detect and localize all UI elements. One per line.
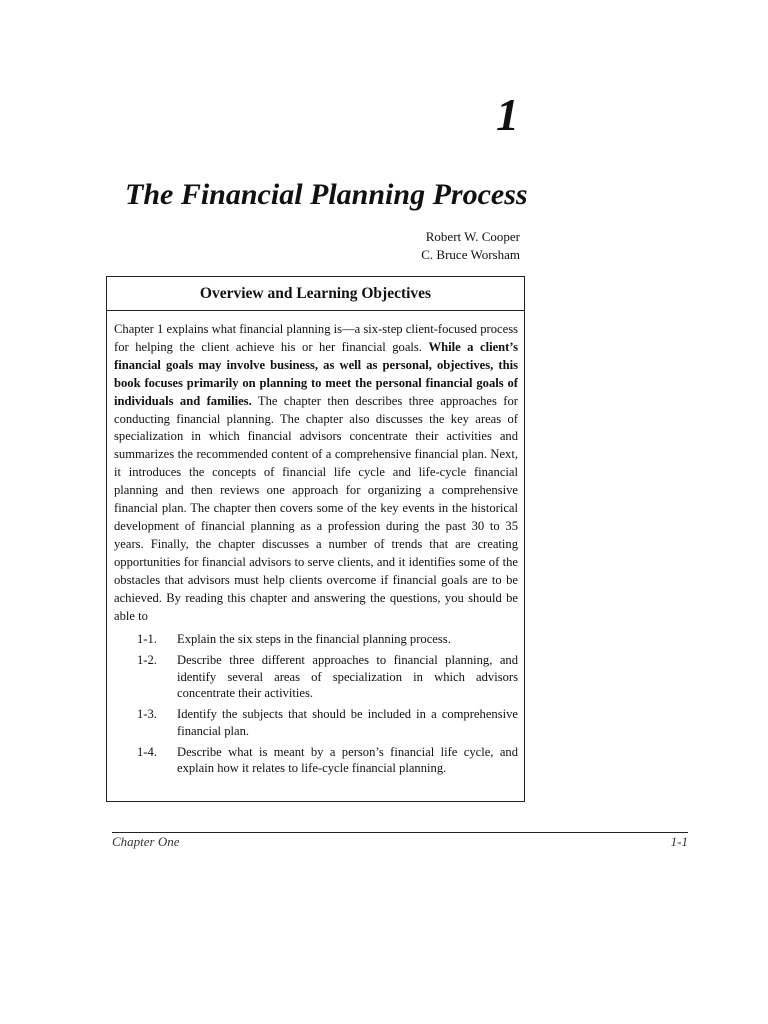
page-number: 1-1 xyxy=(670,834,688,849)
objective-number: 1-2. xyxy=(137,653,157,668)
overview-body xyxy=(107,311,524,777)
list-item xyxy=(137,652,518,702)
objective-text: Describe what is meant by a person’s financial life cycle, and explain how it relates to life-cycle financial planning. xyxy=(177,744,518,776)
author-name: C. Bruce Worsham xyxy=(421,247,520,262)
objective-text: Identify the subjects that should be included in a comprehensive financial plan. xyxy=(177,707,518,738)
overview-box xyxy=(106,276,525,802)
objective-number: 1-1. xyxy=(137,632,157,647)
intro-text-continued: The chapter then describes three approaches for conducting financial planning. The chapter also discusses the key areas of specialization in which financial advisors concentrate their activities and summarizes the recommended content of a comprehensive financial plan. Next, it introduces the concepts of financial life cycle and life-cycle financial planning and then reviews one approach for organizing a comprehensive financial plan. The chapter then covers some of the key events in the historical development of financial planning as a profession during the past 30 to 35 years. Finally, the chapter discusses a number of trends that are creating opportunities for financial advisors to serve clients, and it identifies some of the obstacles that advisors must help clients overcome if financial goals are to be achieved. By reading this chapter and answering the questions, you should be able to xyxy=(114,393,518,623)
list-item xyxy=(137,706,518,739)
overview-intro xyxy=(114,321,518,625)
author-list xyxy=(421,228,520,264)
list-item xyxy=(137,744,518,777)
footer-chapter-label: Chapter One xyxy=(112,834,180,849)
chapter-title: The Financial Planning Process xyxy=(125,178,528,211)
objective-text: Describe three different approaches to financial planning, and identify several areas of specialization in which advisors concentrate their activities. xyxy=(177,653,518,701)
chapter-number: 1 xyxy=(496,89,519,140)
objective-number: 1-3. xyxy=(137,707,157,722)
author-name: Robert W. Cooper xyxy=(425,229,520,244)
footer-divider xyxy=(112,832,688,833)
objective-text: Explain the six steps in the financial planning process. xyxy=(177,632,451,647)
intro-text: Chapter 1 explains what financial planning is—a six-step client-focused process for helping the client achieve his or her financial goals. xyxy=(114,322,518,354)
objective-number: 1-4. xyxy=(137,744,157,759)
list-item xyxy=(137,631,518,648)
overview-heading: Overview and Learning Objectives xyxy=(107,277,524,311)
learning-objectives-list xyxy=(114,631,518,777)
intro-bold-text: While a client’s financial goals may involve business, as well as personal, objectives, this book focuses primarily on planning to meet the personal financial goals of individuals and families. xyxy=(114,339,518,408)
